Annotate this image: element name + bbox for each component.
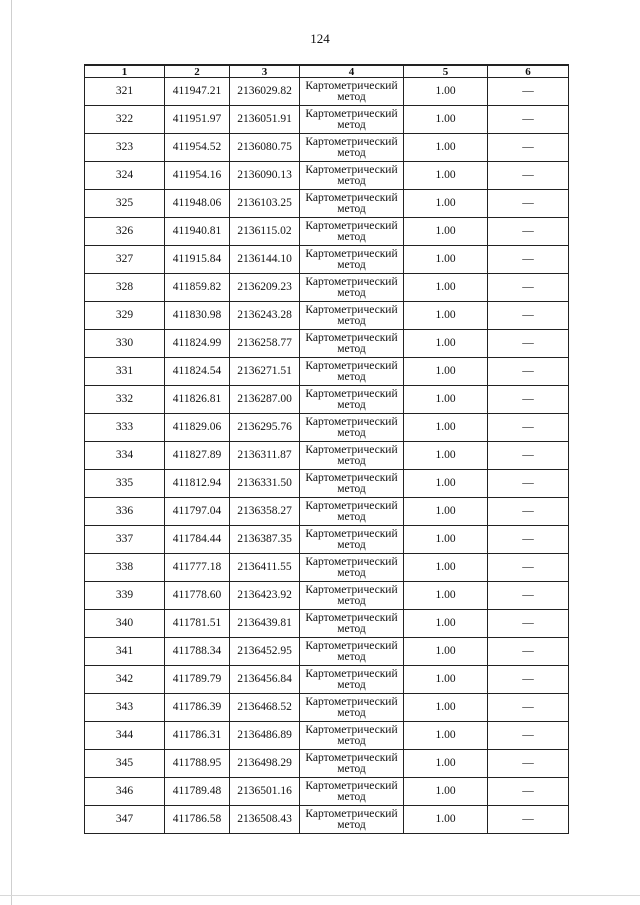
- accuracy-cell: 1.00: [404, 498, 488, 526]
- x-coordinate-cell: 411951.97: [165, 106, 230, 134]
- description-cell: —: [488, 750, 569, 778]
- method-line-1: Картометрический: [305, 135, 398, 148]
- method-line-2: метод: [337, 230, 366, 243]
- x-coordinate-cell: 411829.06: [165, 414, 230, 442]
- method-cell: [300, 190, 404, 218]
- method-line-1: Картометрический: [305, 779, 398, 792]
- description-cell: —: [488, 638, 569, 666]
- point-number-cell: 330: [85, 330, 165, 358]
- method-line-2: метод: [337, 258, 366, 271]
- method-line-1: Картометрический: [305, 303, 398, 316]
- method-line-2: метод: [337, 370, 366, 383]
- description-cell: —: [488, 218, 569, 246]
- point-number-cell: 346: [85, 778, 165, 806]
- table-row: [85, 386, 569, 414]
- y-coordinate-cell: 2136080.75: [230, 134, 300, 162]
- method-line-1: Картометрический: [305, 275, 398, 288]
- x-coordinate-cell: 411954.52: [165, 134, 230, 162]
- y-coordinate-cell: 2136423.92: [230, 582, 300, 610]
- description-cell: —: [488, 274, 569, 302]
- method-line-1: Картометрический: [305, 191, 398, 204]
- y-coordinate-cell: 2136486.89: [230, 722, 300, 750]
- header-col-5: 5: [404, 65, 488, 78]
- description-cell: —: [488, 190, 569, 218]
- point-number-cell: 343: [85, 694, 165, 722]
- description-cell: —: [488, 806, 569, 834]
- method-line-2: метод: [337, 454, 366, 467]
- table-row: [85, 638, 569, 666]
- header-col-2: 2: [165, 65, 230, 78]
- y-coordinate-cell: 2136498.29: [230, 750, 300, 778]
- description-cell: —: [488, 526, 569, 554]
- y-coordinate-cell: 2136287.00: [230, 386, 300, 414]
- y-coordinate-cell: 2136452.95: [230, 638, 300, 666]
- method-cell: [300, 666, 404, 694]
- method-line-1: Картометрический: [305, 751, 398, 764]
- scan-edge-bottom: [0, 895, 640, 896]
- point-number-cell: 328: [85, 274, 165, 302]
- accuracy-cell: 1.00: [404, 470, 488, 498]
- method-cell: [300, 554, 404, 582]
- method-line-2: метод: [337, 90, 366, 103]
- method-line-2: метод: [337, 538, 366, 551]
- x-coordinate-cell: 411788.95: [165, 750, 230, 778]
- accuracy-cell: 1.00: [404, 414, 488, 442]
- accuracy-cell: 1.00: [404, 274, 488, 302]
- method-line-2: метод: [337, 174, 366, 187]
- method-line-2: метод: [337, 118, 366, 131]
- description-cell: —: [488, 722, 569, 750]
- method-line-1: Картометрический: [305, 667, 398, 680]
- method-line-2: метод: [337, 342, 366, 355]
- method-line-2: метод: [337, 482, 366, 495]
- point-number-cell: 329: [85, 302, 165, 330]
- accuracy-cell: 1.00: [404, 162, 488, 190]
- method-line-2: метод: [337, 594, 366, 607]
- x-coordinate-cell: 411830.98: [165, 302, 230, 330]
- description-cell: —: [488, 106, 569, 134]
- x-coordinate-cell: 411786.39: [165, 694, 230, 722]
- table-row: [85, 106, 569, 134]
- accuracy-cell: 1.00: [404, 302, 488, 330]
- table-row: [85, 162, 569, 190]
- table-row: [85, 582, 569, 610]
- method-cell: [300, 806, 404, 834]
- table-row: [85, 554, 569, 582]
- description-cell: —: [488, 610, 569, 638]
- point-number-cell: 338: [85, 554, 165, 582]
- table-row: [85, 666, 569, 694]
- method-cell: [300, 722, 404, 750]
- method-cell: [300, 78, 404, 106]
- method-cell: [300, 246, 404, 274]
- point-number-cell: 340: [85, 610, 165, 638]
- accuracy-cell: 1.00: [404, 106, 488, 134]
- method-line-1: Картометрический: [305, 639, 398, 652]
- method-cell: [300, 330, 404, 358]
- accuracy-cell: 1.00: [404, 638, 488, 666]
- description-cell: —: [488, 582, 569, 610]
- accuracy-cell: 1.00: [404, 666, 488, 694]
- method-cell: [300, 162, 404, 190]
- method-line-2: метод: [337, 818, 366, 831]
- description-cell: —: [488, 414, 569, 442]
- y-coordinate-cell: 2136456.84: [230, 666, 300, 694]
- method-line-2: метод: [337, 622, 366, 635]
- x-coordinate-cell: 411786.58: [165, 806, 230, 834]
- accuracy-cell: 1.00: [404, 78, 488, 106]
- x-coordinate-cell: 411784.44: [165, 526, 230, 554]
- y-coordinate-cell: 2136501.16: [230, 778, 300, 806]
- x-coordinate-cell: 411948.06: [165, 190, 230, 218]
- method-line-1: Картометрический: [305, 387, 398, 400]
- description-cell: —: [488, 386, 569, 414]
- x-coordinate-cell: 411778.60: [165, 582, 230, 610]
- method-cell: [300, 358, 404, 386]
- method-line-1: Картометрический: [305, 443, 398, 456]
- table-row: [85, 694, 569, 722]
- method-line-1: Картометрический: [305, 807, 398, 820]
- description-cell: —: [488, 442, 569, 470]
- x-coordinate-cell: 411788.34: [165, 638, 230, 666]
- method-line-2: метод: [337, 734, 366, 747]
- accuracy-cell: 1.00: [404, 386, 488, 414]
- accuracy-cell: 1.00: [404, 218, 488, 246]
- accuracy-cell: 1.00: [404, 190, 488, 218]
- method-line-1: Картометрический: [305, 163, 398, 176]
- accuracy-cell: 1.00: [404, 526, 488, 554]
- x-coordinate-cell: 411789.79: [165, 666, 230, 694]
- x-coordinate-cell: 411954.16: [165, 162, 230, 190]
- point-number-cell: 332: [85, 386, 165, 414]
- table-row: [85, 498, 569, 526]
- header-col-4: 4: [300, 65, 404, 78]
- method-line-1: Картометрический: [305, 695, 398, 708]
- description-cell: —: [488, 554, 569, 582]
- y-coordinate-cell: 2136209.23: [230, 274, 300, 302]
- point-number-cell: 333: [85, 414, 165, 442]
- point-number-cell: 325: [85, 190, 165, 218]
- y-coordinate-cell: 2136331.50: [230, 470, 300, 498]
- table-row: [85, 526, 569, 554]
- point-number-cell: 321: [85, 78, 165, 106]
- table-row: [85, 750, 569, 778]
- description-cell: —: [488, 666, 569, 694]
- y-coordinate-cell: 2136411.55: [230, 554, 300, 582]
- accuracy-cell: 1.00: [404, 778, 488, 806]
- description-cell: —: [488, 358, 569, 386]
- accuracy-cell: 1.00: [404, 750, 488, 778]
- table-row: [85, 274, 569, 302]
- method-cell: [300, 638, 404, 666]
- description-cell: —: [488, 162, 569, 190]
- table-row: [85, 218, 569, 246]
- table-row: [85, 78, 569, 106]
- method-line-1: Картометрический: [305, 527, 398, 540]
- table-row: [85, 302, 569, 330]
- method-line-2: метод: [337, 202, 366, 215]
- point-number-cell: 337: [85, 526, 165, 554]
- accuracy-cell: 1.00: [404, 554, 488, 582]
- description-cell: —: [488, 246, 569, 274]
- accuracy-cell: 1.00: [404, 722, 488, 750]
- header-col-3: 3: [230, 65, 300, 78]
- table-row: [85, 190, 569, 218]
- y-coordinate-cell: 2136439.81: [230, 610, 300, 638]
- accuracy-cell: 1.00: [404, 330, 488, 358]
- header-col-6: 6: [488, 65, 569, 78]
- method-line-1: Картометрический: [305, 471, 398, 484]
- y-coordinate-cell: 2136243.28: [230, 302, 300, 330]
- method-line-2: метод: [337, 510, 366, 523]
- method-cell: [300, 582, 404, 610]
- point-number-cell: 341: [85, 638, 165, 666]
- method-line-1: Картометрический: [305, 611, 398, 624]
- accuracy-cell: 1.00: [404, 246, 488, 274]
- table-row: [85, 414, 569, 442]
- table-row: [85, 778, 569, 806]
- method-line-1: Картометрический: [305, 79, 398, 92]
- description-cell: —: [488, 470, 569, 498]
- table-header-row: [85, 65, 569, 78]
- y-coordinate-cell: 2136051.91: [230, 106, 300, 134]
- table-row: [85, 358, 569, 386]
- y-coordinate-cell: 2136271.51: [230, 358, 300, 386]
- description-cell: —: [488, 778, 569, 806]
- point-number-cell: 339: [85, 582, 165, 610]
- method-cell: [300, 610, 404, 638]
- x-coordinate-cell: 411947.21: [165, 78, 230, 106]
- accuracy-cell: 1.00: [404, 358, 488, 386]
- method-line-2: метод: [337, 650, 366, 663]
- x-coordinate-cell: 411777.18: [165, 554, 230, 582]
- x-coordinate-cell: 411859.82: [165, 274, 230, 302]
- accuracy-cell: 1.00: [404, 582, 488, 610]
- method-cell: [300, 218, 404, 246]
- method-line-2: метод: [337, 706, 366, 719]
- accuracy-cell: 1.00: [404, 442, 488, 470]
- x-coordinate-cell: 411786.31: [165, 722, 230, 750]
- method-line-1: Картометрический: [305, 247, 398, 260]
- table-row: [85, 470, 569, 498]
- accuracy-cell: 1.00: [404, 134, 488, 162]
- point-number-cell: 331: [85, 358, 165, 386]
- table-row: [85, 330, 569, 358]
- method-cell: [300, 750, 404, 778]
- accuracy-cell: 1.00: [404, 694, 488, 722]
- y-coordinate-cell: 2136090.13: [230, 162, 300, 190]
- point-number-cell: 342: [85, 666, 165, 694]
- table-row: [85, 610, 569, 638]
- table-row: [85, 134, 569, 162]
- y-coordinate-cell: 2136144.10: [230, 246, 300, 274]
- point-number-cell: 335: [85, 470, 165, 498]
- y-coordinate-cell: 2136029.82: [230, 78, 300, 106]
- y-coordinate-cell: 2136387.35: [230, 526, 300, 554]
- method-line-1: Картометрический: [305, 219, 398, 232]
- method-cell: [300, 694, 404, 722]
- point-number-cell: 336: [85, 498, 165, 526]
- method-cell: [300, 442, 404, 470]
- method-cell: [300, 414, 404, 442]
- method-line-1: Картометрический: [305, 499, 398, 512]
- table-row: [85, 442, 569, 470]
- point-number-cell: 323: [85, 134, 165, 162]
- y-coordinate-cell: 2136508.43: [230, 806, 300, 834]
- method-cell: [300, 386, 404, 414]
- table-row: [85, 246, 569, 274]
- x-coordinate-cell: 411797.04: [165, 498, 230, 526]
- method-line-1: Картометрический: [305, 723, 398, 736]
- point-number-cell: 344: [85, 722, 165, 750]
- method-cell: [300, 778, 404, 806]
- header-col-1: 1: [85, 65, 165, 78]
- y-coordinate-cell: 2136468.52: [230, 694, 300, 722]
- method-line-2: метод: [337, 566, 366, 579]
- method-line-2: метод: [337, 398, 366, 411]
- y-coordinate-cell: 2136358.27: [230, 498, 300, 526]
- scan-edge-left: [11, 0, 12, 905]
- y-coordinate-cell: 2136115.02: [230, 218, 300, 246]
- y-coordinate-cell: 2136311.87: [230, 442, 300, 470]
- method-line-2: метод: [337, 790, 366, 803]
- point-number-cell: 326: [85, 218, 165, 246]
- method-cell: [300, 134, 404, 162]
- point-number-cell: 322: [85, 106, 165, 134]
- method-line-2: метод: [337, 314, 366, 327]
- x-coordinate-cell: 411781.51: [165, 610, 230, 638]
- x-coordinate-cell: 411789.48: [165, 778, 230, 806]
- description-cell: —: [488, 694, 569, 722]
- method-line-2: метод: [337, 286, 366, 299]
- x-coordinate-cell: 411827.89: [165, 442, 230, 470]
- method-cell: [300, 106, 404, 134]
- method-line-1: Картометрический: [305, 107, 398, 120]
- coordinates-table: [84, 64, 569, 834]
- accuracy-cell: 1.00: [404, 806, 488, 834]
- y-coordinate-cell: 2136258.77: [230, 330, 300, 358]
- point-number-cell: 345: [85, 750, 165, 778]
- table-row: [85, 806, 569, 834]
- table-row: [85, 722, 569, 750]
- method-line-2: метод: [337, 426, 366, 439]
- method-line-1: Картометрический: [305, 415, 398, 428]
- description-cell: —: [488, 78, 569, 106]
- y-coordinate-cell: 2136295.76: [230, 414, 300, 442]
- point-number-cell: 327: [85, 246, 165, 274]
- description-cell: —: [488, 330, 569, 358]
- x-coordinate-cell: 411940.81: [165, 218, 230, 246]
- method-line-1: Картометрический: [305, 359, 398, 372]
- point-number-cell: 347: [85, 806, 165, 834]
- x-coordinate-cell: 411915.84: [165, 246, 230, 274]
- method-cell: [300, 470, 404, 498]
- description-cell: —: [488, 302, 569, 330]
- method-line-1: Картометрический: [305, 583, 398, 596]
- method-line-1: Картометрический: [305, 555, 398, 568]
- x-coordinate-cell: 411824.99: [165, 330, 230, 358]
- method-cell: [300, 498, 404, 526]
- x-coordinate-cell: 411812.94: [165, 470, 230, 498]
- method-line-2: метод: [337, 678, 366, 691]
- y-coordinate-cell: 2136103.25: [230, 190, 300, 218]
- method-line-2: метод: [337, 146, 366, 159]
- accuracy-cell: 1.00: [404, 610, 488, 638]
- x-coordinate-cell: 411826.81: [165, 386, 230, 414]
- method-cell: [300, 302, 404, 330]
- description-cell: —: [488, 498, 569, 526]
- x-coordinate-cell: 411824.54: [165, 358, 230, 386]
- point-number-cell: 334: [85, 442, 165, 470]
- method-line-1: Картометрический: [305, 331, 398, 344]
- method-line-2: метод: [337, 762, 366, 775]
- point-number-cell: 324: [85, 162, 165, 190]
- page-number: 124: [310, 31, 330, 46]
- method-cell: [300, 274, 404, 302]
- method-cell: [300, 526, 404, 554]
- description-cell: —: [488, 134, 569, 162]
